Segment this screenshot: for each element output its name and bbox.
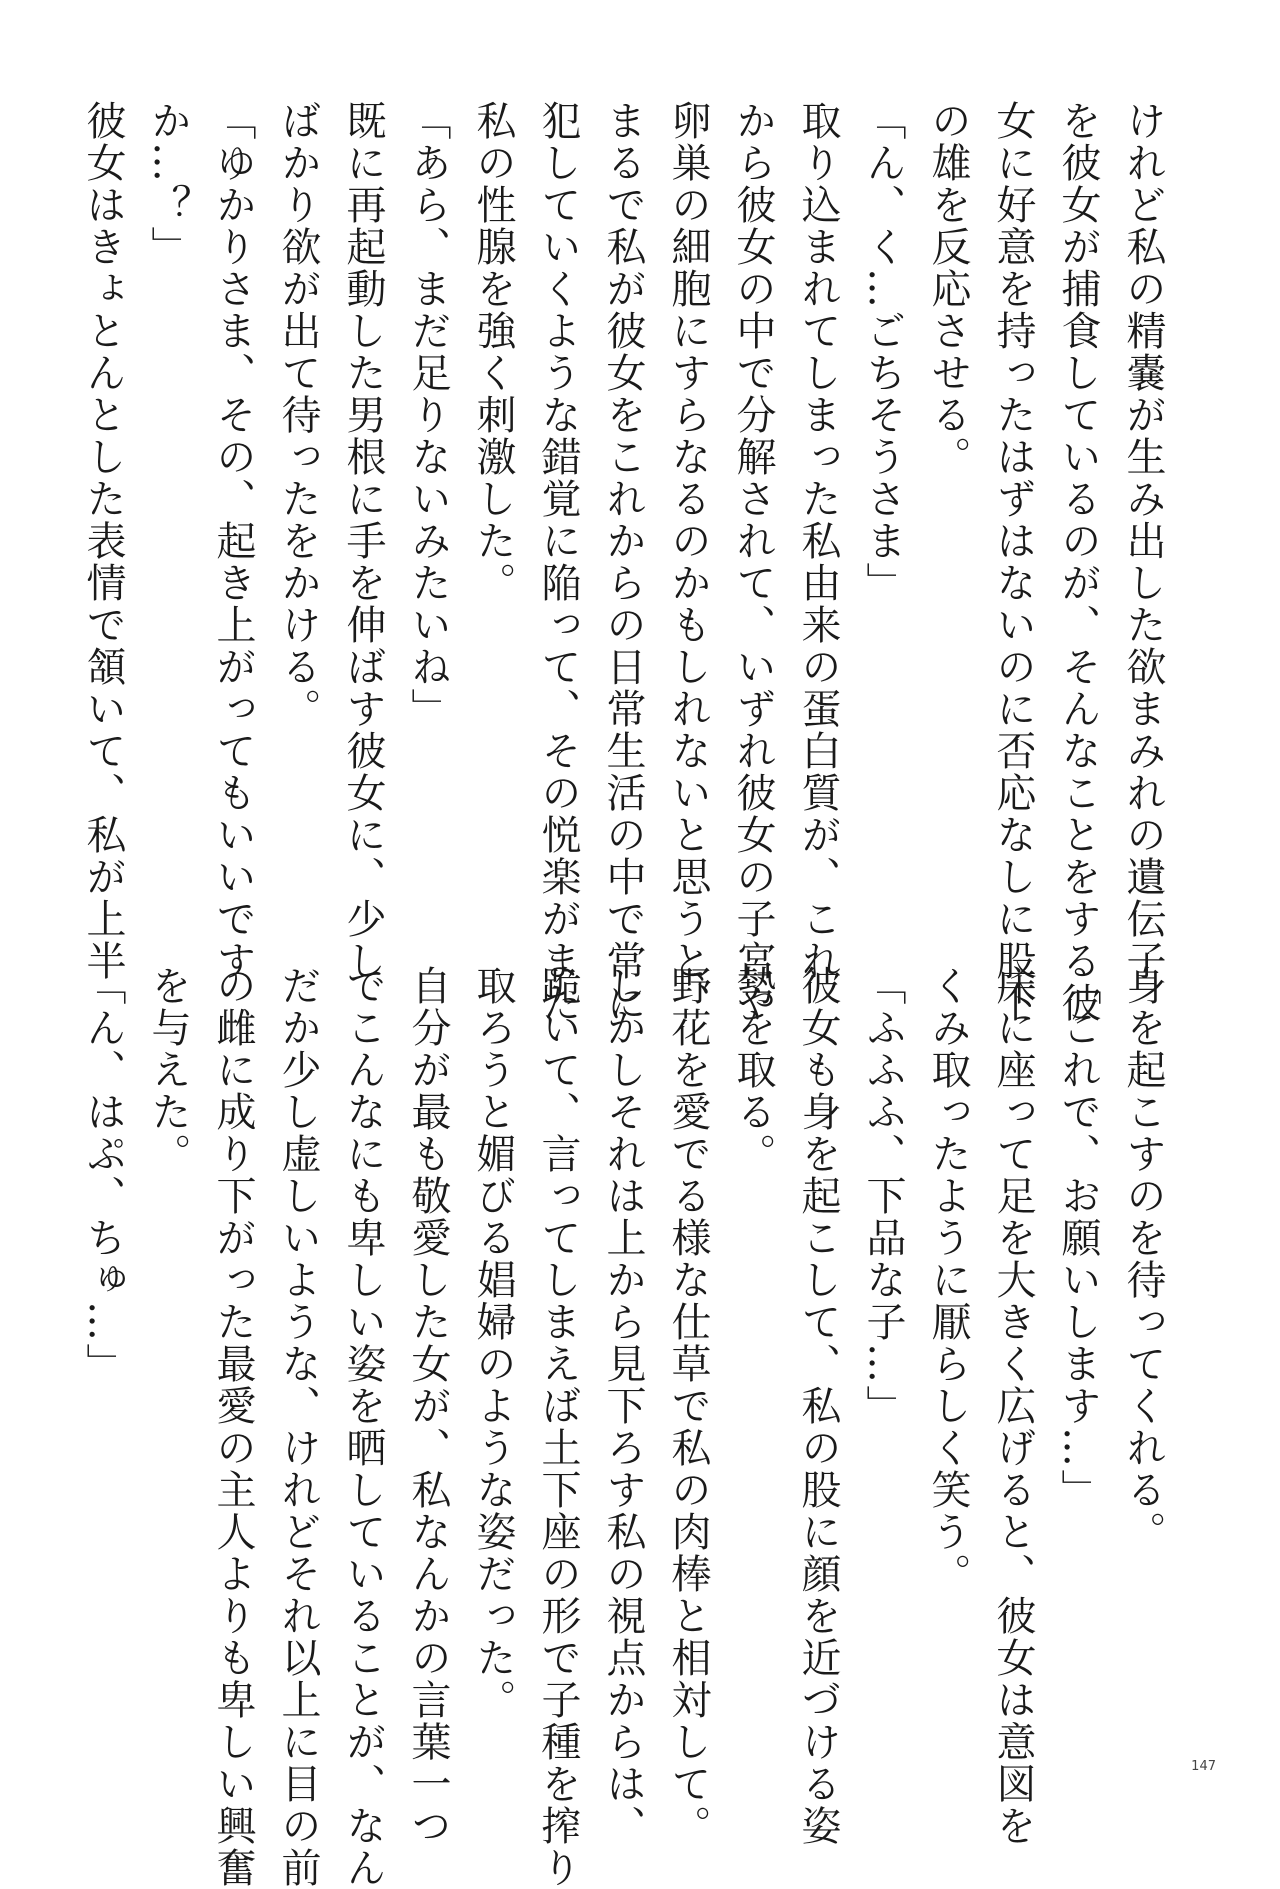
text-line: から彼女の中で分解されて、いずれ彼女の子宮や — [730, 100, 776, 1024]
text-line: を彼女が捕食しているのが、そんなことをする彼 — [1055, 100, 1101, 1024]
text-line: だか少し虚しいような、けれどそれ以上に目の前 — [275, 965, 321, 1889]
text-line: 卵巣の細胞にすらなるのかもしれないと思うと、 — [665, 100, 711, 1024]
text-line: 既に再起動した男根に手を伸ばす彼女に、少し — [340, 100, 386, 982]
page-number: 147 — [1191, 1759, 1216, 1774]
text-line: 「ん、く…ごちそうさま」 — [860, 100, 906, 604]
text-line: でこんなにも卑しい姿を晒していることが、なん — [340, 965, 386, 1889]
text-line: くみ取ったように厭らしく笑う。 — [925, 965, 971, 1595]
text-line: の雄を反応させる。 — [925, 100, 971, 478]
text-line: か…？」 — [145, 100, 191, 268]
text-line: を与えた。 — [145, 965, 191, 1175]
text-line: 「これで、お願いします…」 — [1055, 965, 1101, 1511]
text-line: 「あら、まだ足りないみたいね」 — [405, 100, 451, 730]
text-line: 身を起こすのを待ってくれる。 — [1120, 965, 1166, 1553]
text-line: 勢を取る。 — [730, 965, 776, 1175]
text-line: 彼女はきょとんとした表情で頷いて、私が上半 — [80, 100, 126, 982]
text-line: 彼女も身を起こして、私の股に顔を近づける姿 — [795, 965, 841, 1847]
text-line: 野花を愛でる様な仕草で私の肉棒と相対して。 — [665, 965, 711, 1847]
text-line: しかしそれは上から見下ろす私の視点からは、 — [600, 965, 646, 1847]
text-line: まるで私が彼女をこれからの日常生活の中で常に — [600, 100, 646, 1024]
text-block-top — [80, 100, 1175, 1024]
text-line: けれど私の精嚢が生み出した欲まみれの遺伝子 — [1120, 100, 1166, 982]
text-line: 取り込まれてしまった私由来の蛋白質が、これ — [795, 100, 841, 982]
text-line: 「ん、はぷ、ちゅ…」 — [80, 965, 126, 1385]
text-line: 自分が最も敬愛した女が、私なんかの言葉一つ — [405, 965, 451, 1847]
text-line: ばかり欲が出て待ったをかける。 — [275, 100, 321, 730]
text-line: 女に好意を持ったはずはないのに否応なしに股下 — [990, 100, 1036, 1024]
text-line: 床に座って足を大きく広げると、彼女は意図を — [990, 965, 1036, 1847]
text-line: 私の性腺を強く刺激した。 — [470, 100, 516, 604]
text-line: 「ゆかりさま、その、起き上がってもいいです — [210, 100, 256, 982]
text-line: 跪いて、言ってしまえば土下座の形で子種を搾り — [535, 965, 581, 1889]
text-line: の雌に成り下がった最愛の主人よりも卑しい興奮 — [210, 965, 256, 1889]
text-line: 犯していくような錯覚に陥って、その悦楽がまた — [535, 100, 581, 1024]
text-line: 取ろうと媚びる娼婦のような姿だった。 — [470, 965, 516, 1721]
text-line: 「ふふふ、下品な子…」 — [860, 965, 906, 1427]
text-block-bottom — [80, 965, 1175, 1889]
